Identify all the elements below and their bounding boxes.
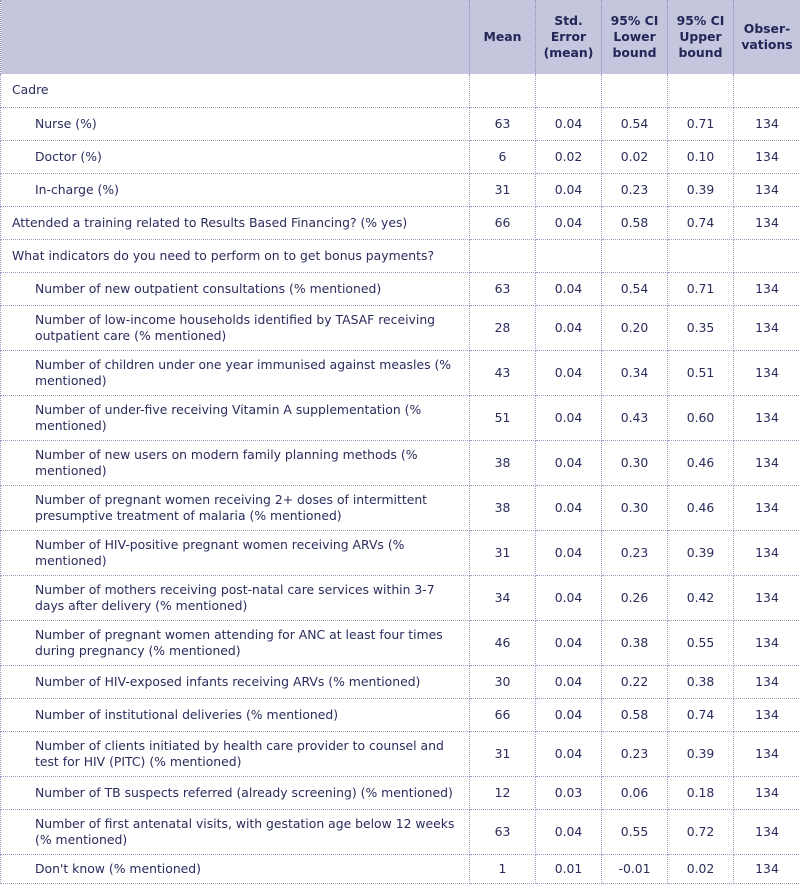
cell-ci-lower: 0.58 [602,698,668,731]
cell-observations: 134 [734,350,800,395]
cell-ci-lower: 0.34 [602,350,668,395]
cell-ci-upper: 0.74 [668,206,734,239]
cell-ci-lower: 0.30 [602,440,668,485]
row-label: What indicators do you need to perform on to get bonus payments? [1,239,470,272]
cell-mean: 31 [470,731,536,776]
cell-ci-lower: 0.23 [602,530,668,575]
row-label: Doctor (%) [1,140,470,173]
cell-observations [734,74,800,107]
cell-ci-upper: 0.02 [668,854,734,883]
cell-observations: 134 [734,530,800,575]
cell-ci-upper: 0.38 [668,665,734,698]
cell-observations: 134 [734,272,800,305]
row-label: Number of mothers receiving post-natal care services within 3-7 days after delivery (% mentioned) [1,575,470,620]
cell-ci-upper: 0.39 [668,530,734,575]
cell-ci-lower: 0.06 [602,776,668,809]
cell-mean: 66 [470,206,536,239]
cell-mean: 46 [470,620,536,665]
row-label: Number of new outpatient consultations (% mentioned) [1,272,470,305]
cell-mean: 38 [470,440,536,485]
cell-ci-upper: 0.46 [668,485,734,530]
cell-observations: 134 [734,776,800,809]
row-label: In-charge (%) [1,173,470,206]
cell-ci-lower: 0.20 [602,305,668,350]
cell-ci-lower: 0.55 [602,809,668,854]
row-label: Number of clients initiated by health care provider to counsel and test for HIV (PITC) (% mentioned) [1,731,470,776]
table-row [1,305,800,350]
cell-mean: 28 [470,305,536,350]
cell-mean [470,74,536,107]
cell-ci-lower [602,239,668,272]
cell-std-error: 0.04 [536,206,602,239]
table-row [1,776,800,809]
cell-observations: 134 [734,698,800,731]
table-row [1,140,800,173]
table-row [1,620,800,665]
cell-ci-lower: 0.43 [602,395,668,440]
cell-std-error: 0.04 [536,173,602,206]
cell-std-error: 0.04 [536,350,602,395]
cell-std-error: 0.04 [536,305,602,350]
cell-observations: 134 [734,809,800,854]
table-row [1,698,800,731]
cell-std-error: 0.04 [536,530,602,575]
row-label: Number of HIV-positive pregnant women receiving ARVs (% mentioned) [1,530,470,575]
cell-ci-upper: 0.18 [668,776,734,809]
header-observations: Obser- vations [734,0,800,74]
row-label: Number of pregnant women receiving 2+ doses of intermittent presumptive treatment of malaria (% mentioned) [1,485,470,530]
cell-ci-upper [668,239,734,272]
table-row [1,575,800,620]
cell-mean: 66 [470,698,536,731]
cell-ci-lower: -0.01 [602,854,668,883]
cell-ci-upper: 0.46 [668,440,734,485]
cell-mean: 31 [470,530,536,575]
cell-std-error: 0.04 [536,440,602,485]
table-row [1,485,800,530]
cell-std-error: 0.04 [536,395,602,440]
header-row [1,0,800,74]
row-label: Number of under-five receiving Vitamin A supplementation (% mentioned) [1,395,470,440]
cell-ci-upper: 0.71 [668,272,734,305]
table-row [1,530,800,575]
row-label: Number of institutional deliveries (% mentioned) [1,698,470,731]
cell-ci-upper: 0.39 [668,731,734,776]
cell-std-error: 0.04 [536,485,602,530]
cell-ci-lower: 0.23 [602,173,668,206]
cell-mean: 63 [470,272,536,305]
cell-ci-lower: 0.23 [602,731,668,776]
header-mean: Mean [470,0,536,74]
table-row [1,809,800,854]
cell-ci-lower: 0.22 [602,665,668,698]
table-row [1,854,800,883]
cell-ci-upper [668,74,734,107]
cell-mean: 51 [470,395,536,440]
cell-mean: 63 [470,107,536,140]
cell-std-error [536,74,602,107]
row-label: Number of first antenatal visits, with gestation age below 12 weeks (% mentioned) [1,809,470,854]
header-ci-upper: 95% CI Upper bound [668,0,734,74]
cell-observations: 134 [734,440,800,485]
cell-observations: 134 [734,140,800,173]
cell-mean: 1 [470,854,536,883]
cell-observations: 134 [734,107,800,140]
cell-std-error [536,239,602,272]
cell-std-error: 0.04 [536,107,602,140]
header-std-error: Std. Error (mean) [536,0,602,74]
cell-ci-lower: 0.58 [602,206,668,239]
cell-ci-upper: 0.72 [668,809,734,854]
row-label: Number of pregnant women attending for ANC at least four times during pregnancy (% mentioned) [1,620,470,665]
cell-mean: 63 [470,809,536,854]
cell-ci-lower: 0.54 [602,272,668,305]
cell-mean: 38 [470,485,536,530]
cell-ci-upper: 0.55 [668,620,734,665]
row-label: Number of TB suspects referred (already screening) (% mentioned) [1,776,470,809]
cell-ci-lower [602,74,668,107]
cell-observations [734,239,800,272]
cell-ci-upper: 0.51 [668,350,734,395]
cell-mean [470,239,536,272]
cell-ci-lower: 0.26 [602,575,668,620]
table-row [1,395,800,440]
cell-observations: 134 [734,173,800,206]
row-label: Cadre [1,74,470,107]
table-row [1,206,800,239]
cell-std-error: 0.04 [536,809,602,854]
table-row [1,350,800,395]
row-label: Nurse (%) [1,107,470,140]
row-label: Number of new users on modern family planning methods (% mentioned) [1,440,470,485]
table-row [1,239,800,272]
table-row [1,440,800,485]
cell-ci-lower: 0.38 [602,620,668,665]
row-label: Number of children under one year immunised against measles (% mentioned) [1,350,470,395]
cell-ci-upper: 0.60 [668,395,734,440]
table-row [1,107,800,140]
row-label: Number of HIV-exposed infants receiving ARVs (% mentioned) [1,665,470,698]
table-row [1,665,800,698]
cell-ci-upper: 0.42 [668,575,734,620]
cell-std-error: 0.03 [536,776,602,809]
table-row [1,173,800,206]
table-row [1,731,800,776]
table-row [1,74,800,107]
cell-ci-upper: 0.39 [668,173,734,206]
row-label: Attended a training related to Results Based Financing? (% yes) [1,206,470,239]
cell-mean: 30 [470,665,536,698]
cell-observations: 134 [734,485,800,530]
cell-ci-lower: 0.30 [602,485,668,530]
cell-std-error: 0.04 [536,272,602,305]
cell-std-error: 0.01 [536,854,602,883]
cell-observations: 134 [734,731,800,776]
cell-observations: 134 [734,665,800,698]
cell-ci-upper: 0.35 [668,305,734,350]
cell-std-error: 0.04 [536,665,602,698]
cell-std-error: 0.04 [536,731,602,776]
cell-mean: 12 [470,776,536,809]
cell-ci-upper: 0.74 [668,698,734,731]
cell-std-error: 0.04 [536,575,602,620]
header-ci-lower: 95% CI Lower bound [602,0,668,74]
cell-observations: 134 [734,620,800,665]
cell-ci-lower: 0.02 [602,140,668,173]
cell-observations: 134 [734,575,800,620]
cell-observations: 134 [734,854,800,883]
cell-ci-upper: 0.10 [668,140,734,173]
table-row [1,272,800,305]
cell-mean: 31 [470,173,536,206]
cell-mean: 43 [470,350,536,395]
cell-std-error: 0.04 [536,698,602,731]
cell-mean: 6 [470,140,536,173]
cell-mean: 34 [470,575,536,620]
cell-std-error: 0.02 [536,140,602,173]
cell-observations: 134 [734,305,800,350]
row-label: Don't know (% mentioned) [1,854,470,883]
cell-ci-upper: 0.71 [668,107,734,140]
cell-ci-lower: 0.54 [602,107,668,140]
cell-std-error: 0.04 [536,620,602,665]
row-label: Number of low-income households identified by TASAF receiving outpatient care (% mentioned) [1,305,470,350]
header-label [1,0,470,74]
cell-observations: 134 [734,395,800,440]
cell-observations: 134 [734,206,800,239]
